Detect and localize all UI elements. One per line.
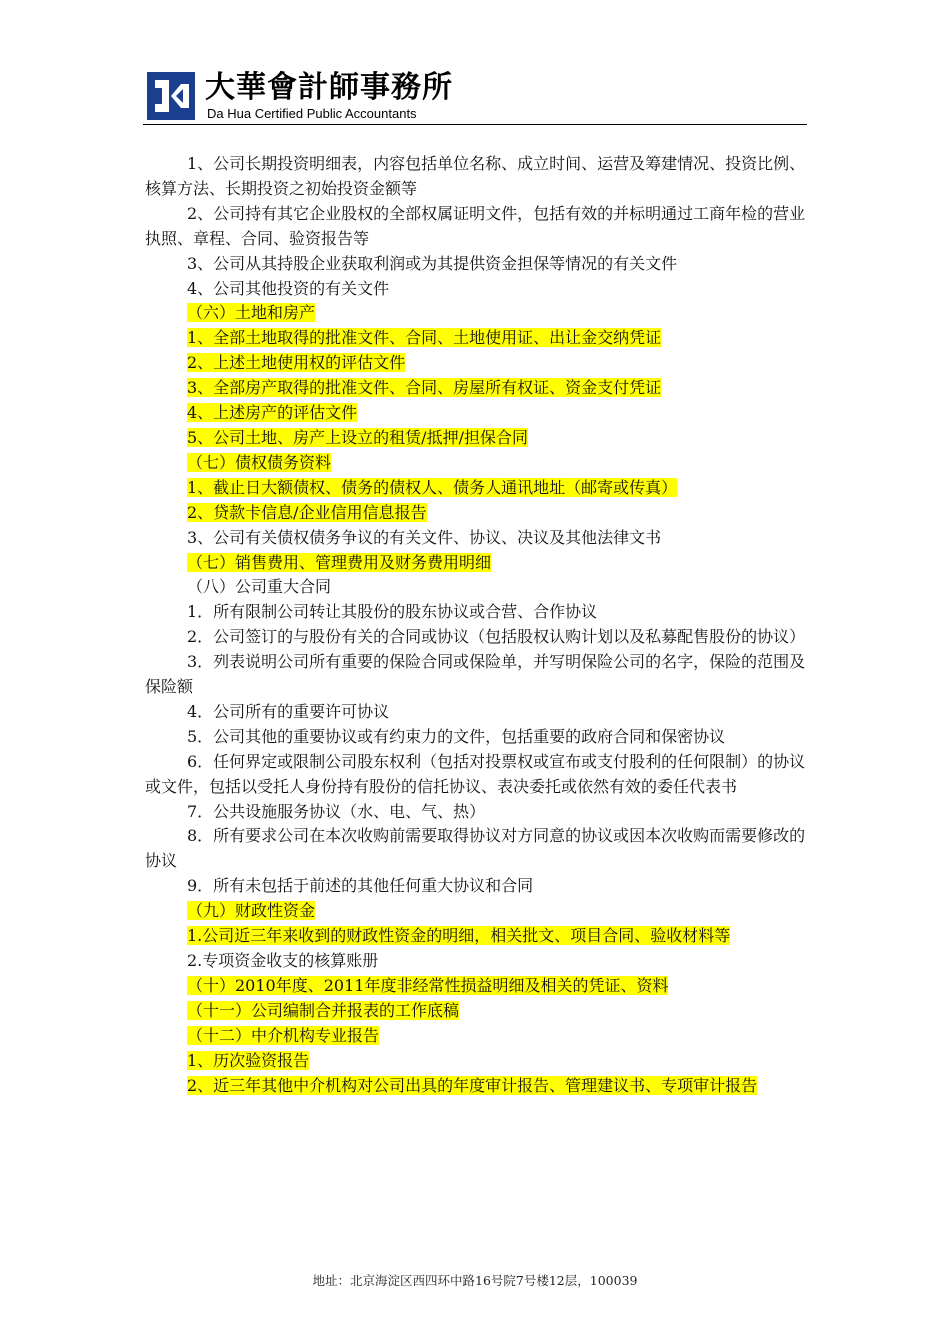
paragraph (145, 252, 807, 277)
paragraph-text: 8．所有要求公司在本次收购前需要取得协议对方同意的协议或因本次收购而需要修改的协议 (145, 826, 806, 871)
letterhead (143, 68, 808, 124)
paragraph-text: 2、公司持有其它企业股权的全部权属证明文件，包括有效的并标明通过工商年检的营业执照、章程、合同、验资报告等 (145, 203, 806, 248)
paragraph-text: 4．公司所有的重要许可协议 (187, 701, 390, 721)
highlighted-text: （十）2010年度、2011年度非经常性损益明细及相关的凭证、资料 (187, 975, 669, 995)
paragraph (145, 575, 807, 600)
paragraph (145, 650, 807, 700)
paragraph (145, 277, 807, 302)
highlighted-text: 5、公司土地、房产上设立的租赁/抵押/担保合同 (187, 427, 528, 447)
paragraph (145, 999, 807, 1024)
paragraph (145, 874, 807, 899)
firm-name-chinese: 大華會計師事務所 (205, 70, 453, 105)
highlighted-text: （九）财政性资金 (187, 901, 316, 921)
paragraph-text: 3．列表说明公司所有重要的保险合同或保险单，并写明保险公司的名字，保险的范围及保险额 (145, 652, 806, 697)
highlighted-text: 2、上述土地使用权的评估文件 (187, 353, 406, 373)
paragraph-text: 1．所有限制公司转让其股份的股东协议或合营、合作协议 (187, 602, 598, 622)
document-body (145, 152, 807, 1098)
highlighted-text: （七）债权债务资料 (187, 452, 332, 472)
paragraph (145, 426, 807, 451)
paragraph-text: （八）公司重大合同 (187, 577, 332, 597)
paragraph-text: 4、公司其他投资的有关文件 (187, 278, 390, 298)
paragraph (145, 476, 807, 501)
paragraph (145, 301, 807, 326)
footer-address: 地址：北京海淀区西四环中路16号院7号楼12层，100039 (312, 1273, 638, 1288)
paragraph-text: 6．任何界定或限制公司股东权利（包括对投票权或宣布或支付股利的任何限制）的协议或文件，包括以受托人身份持有股份的信托协议、表决委托或依然有效的委任代表书 (145, 751, 806, 796)
paragraph (145, 526, 807, 551)
highlighted-text: （六）土地和房产 (187, 303, 316, 323)
paragraph (145, 800, 807, 825)
paragraph-text: 2．公司签订的与股份有关的合同或协议（包括股权认购计划以及私募配售股份的协议） (187, 627, 806, 647)
highlighted-text: 4、上述房产的评估文件 (187, 403, 358, 423)
paragraph-text: 5．公司其他的重要协议或有约束力的文件，包括重要的政府合同和保密协议 (187, 726, 726, 746)
highlighted-text: 1、截止日大额债权、债务的债权人、债务人通讯地址（邮寄或传真） (187, 477, 678, 497)
paragraph (145, 152, 807, 202)
paragraph (145, 750, 807, 800)
highlighted-text: 1、全部土地取得的批准文件、合同、土地使用证、出让金交纳凭证 (187, 328, 662, 348)
paragraph (145, 924, 807, 949)
paragraph-text: 3、公司有关债权债务争议的有关文件、协议、决议及其他法律文书 (187, 527, 662, 547)
highlighted-text: 2、贷款卡信息/企业信用信息报告 (187, 502, 427, 522)
header-rule (143, 124, 807, 125)
paragraph (145, 899, 807, 924)
paragraph (145, 600, 807, 625)
paragraph (145, 974, 807, 999)
paragraph (145, 501, 807, 526)
paragraph (145, 824, 807, 874)
firm-logo-icon (147, 72, 195, 120)
paragraph (145, 949, 807, 974)
paragraph-text: 1、公司长期投资明细表，内容包括单位名称、成立时间、运营及筹建情况、投资比例、核算方法、长期投资之初始投资金额等 (145, 154, 806, 198)
paragraph (145, 551, 807, 576)
paragraph-text: 9．所有未包括于前述的其他任何重大协议和合同 (187, 876, 534, 896)
highlighted-text: 1、历次验资报告 (187, 1050, 310, 1070)
paragraph-text: 2.专项资金收支的核算账册 (187, 951, 379, 970)
paragraph-text: 3、公司从其持股企业获取利润或为其提供资金担保等情况的有关文件 (187, 253, 678, 273)
firm-name-english: Da Hua Certified Public Accountants (207, 106, 417, 121)
paragraph (145, 326, 807, 351)
paragraph (145, 451, 807, 476)
highlighted-text: （十二）中介机构专业报告 (187, 1025, 380, 1045)
highlighted-text: （十一）公司编制合并报表的工作底稿 (187, 1000, 460, 1020)
paragraph (145, 700, 807, 725)
paragraph (145, 376, 807, 401)
paragraph (145, 202, 807, 252)
highlighted-text: 1.公司近三年来收到的财政性资金的明细，相关批文、项目合同、验收材料等 (187, 926, 731, 946)
paragraph (145, 351, 807, 376)
paragraph (145, 401, 807, 426)
highlighted-text: （七）销售费用、管理费用及财务费用明细 (187, 552, 492, 572)
paragraph (145, 725, 807, 750)
paragraph (145, 1074, 807, 1099)
paragraph (145, 625, 807, 650)
highlighted-text: 2、近三年其他中介机构对公司出具的年度审计报告、管理建议书、专项审计报告 (187, 1075, 758, 1095)
paragraph (145, 1049, 807, 1074)
paragraph (145, 1024, 807, 1049)
paragraph-text: 7．公共设施服务协议（水、电、气、热） (187, 801, 486, 821)
highlighted-text: 3、全部房产取得的批准文件、合同、房屋所有权证、资金支付凭证 (187, 378, 662, 398)
